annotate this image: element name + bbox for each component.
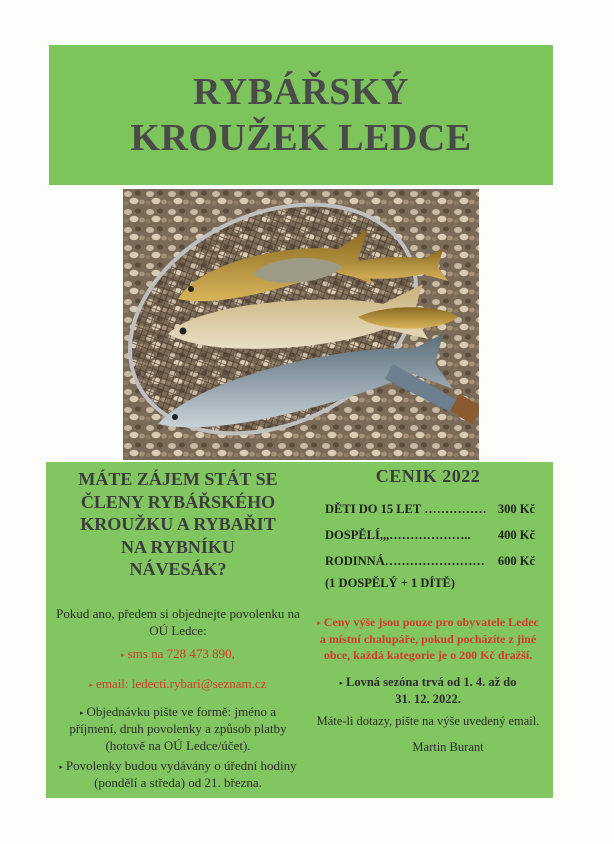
- order-line: příjmení, druh povolenky a způsob platby: [69, 721, 287, 737]
- bullet-icon: ▸: [339, 678, 343, 687]
- email-text: email: ledecti.rybari@seznam.cz: [96, 676, 267, 691]
- price-label: DOSPĚLÍ,,,………………..: [325, 528, 471, 542]
- season-info: [303, 674, 553, 708]
- email-contact: [46, 676, 310, 693]
- bullet-icon: ▸: [59, 762, 63, 771]
- membership-question: [46, 468, 310, 581]
- issue-line: (pondělí a středa) od 21. března.: [94, 775, 262, 791]
- order-line: Objednávku pište ve formě: jméno a: [86, 704, 277, 719]
- price-value: 600 Kč: [497, 554, 535, 568]
- price-list-panel: [303, 462, 553, 798]
- season-line: Lovná sezóna trvá od 1. 4. až do: [346, 675, 517, 689]
- issue-info: [46, 758, 310, 792]
- signature: Martin Burant: [412, 740, 484, 754]
- price-value: 300 Kč: [497, 502, 535, 516]
- questions-note: Máte-li dotazy, pište na výše uvedený email.: [316, 714, 540, 728]
- title-line-1: RYBÁŘSKÝ: [193, 71, 409, 113]
- membership-info-panel: [46, 462, 310, 798]
- bullet-icon: ▸: [89, 680, 94, 689]
- residents-line: obce, každá kategorie je o 200 Kč dražší.: [323, 648, 533, 663]
- family-note: (1 DOSPĚLÝ + 1 DÍTĚ): [325, 576, 456, 590]
- question-line: MÁTE ZÁJEM STÁT SE: [78, 469, 278, 489]
- order-line: (hotově na OÚ Ledce/účet).: [105, 737, 251, 753]
- price-row-adults: [325, 528, 535, 543]
- bullet-icon: ▸: [79, 708, 84, 717]
- fish-photo: [123, 189, 479, 460]
- question-line: NÁVESÁK?: [129, 559, 227, 579]
- price-label: DĚTI DO 15 LET ……………: [325, 502, 487, 516]
- bullet-icon: ▸: [317, 619, 321, 628]
- issue-line: Povolenky budou vydávány o úřední hodiny: [65, 758, 297, 773]
- question-line: NA RYBNÍKU: [121, 536, 235, 557]
- price-list-title: CENIK 2022: [375, 466, 481, 486]
- residents-note: [303, 614, 553, 663]
- question-line: ČLENY RYBÁŘSKÉHO: [80, 491, 276, 512]
- price-row-children: [325, 502, 535, 517]
- order-instructions: [46, 704, 310, 754]
- intro-line: OÚ Ledce:: [149, 622, 207, 638]
- sms-text: sms na 728 473 890,: [127, 646, 235, 661]
- title-banner: [49, 45, 553, 185]
- bullet-icon: ▸: [121, 650, 125, 659]
- season-line: 31. 12. 2022.: [395, 692, 461, 707]
- intro-line: Pokud ano, předem si objednejte povolenku na: [56, 606, 300, 621]
- residents-line: Ceny výše jsou pouze pro obyvatele Ledec: [323, 615, 539, 629]
- residents-line: a místní chalupáře, pokud pocházíte z jiné: [319, 632, 537, 647]
- fish-in-landing-net-icon: [123, 189, 479, 460]
- sms-contact: [46, 646, 310, 663]
- intro-text: [46, 606, 310, 639]
- price-value: 400 Kč: [497, 528, 535, 542]
- price-row-family: [325, 554, 535, 569]
- price-label: RODINNÁ……………………: [325, 554, 485, 568]
- title-line-2: KROUŽEK LEDCE: [130, 117, 472, 159]
- question-line: KROUŽKU A RYBAŘIT: [80, 514, 276, 534]
